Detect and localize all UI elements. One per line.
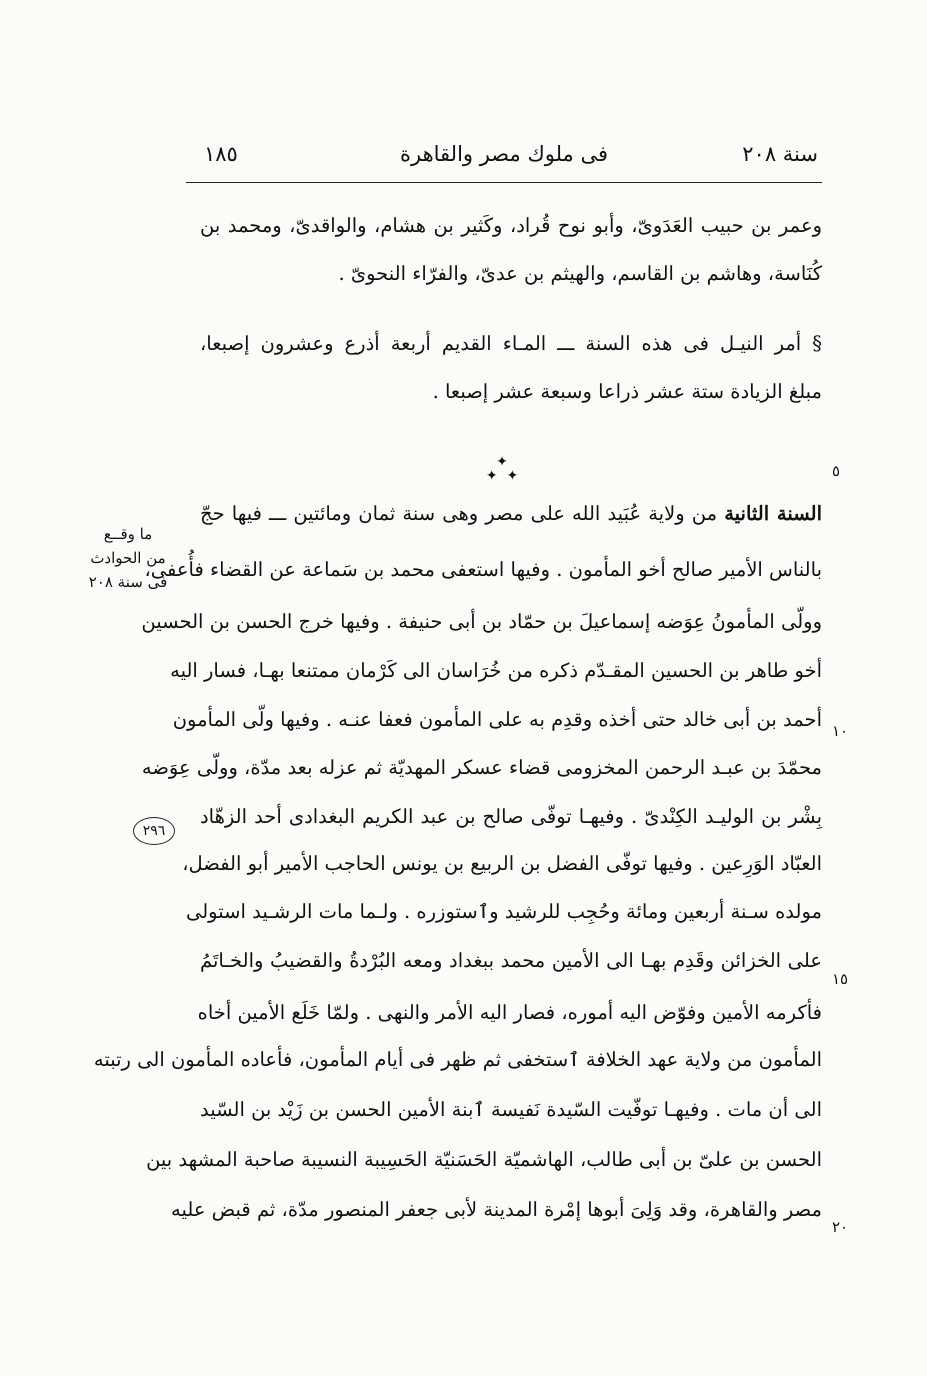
source-page-stamp: ٢٩٦ <box>133 817 175 845</box>
section-ornament: ✦ ✦ ✦ <box>485 454 519 484</box>
text-line-rest: من ولاية عُبَيد الله على مصر وهى سنة ثمان ومائتين ـــ فيها حجّ <box>200 502 718 525</box>
running-header <box>186 132 822 180</box>
line-number: ٢٠ <box>832 1218 849 1236</box>
page-number: ١٨٥ <box>204 142 238 166</box>
margin-note-line: من الحوادث <box>90 549 166 567</box>
margin-note <box>76 522 180 594</box>
margin-note-line: فى سنة ٢٠٨ <box>88 573 168 591</box>
margin-note-line: ما وقــع <box>103 525 153 543</box>
section-lead: السنة الثانية <box>724 502 822 525</box>
header-rule <box>186 182 822 183</box>
line-number: ١٠ <box>832 722 849 740</box>
line-number: ١٥ <box>832 970 849 988</box>
header-year: سنة ٢٠٨ <box>742 142 818 166</box>
header-title: فى ملوك مصر والقاهرة <box>399 142 609 166</box>
line-number: ٥ <box>832 462 841 480</box>
